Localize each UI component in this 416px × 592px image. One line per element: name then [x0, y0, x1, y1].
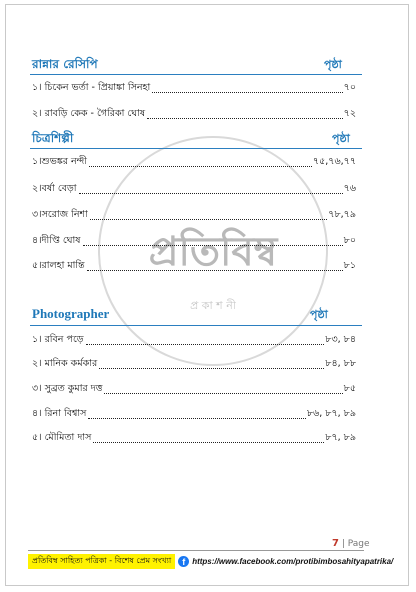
toc-row[interactable]	[32, 108, 356, 122]
footer-issue-name: - বিশেষ প্রেম সংখ্যা	[109, 555, 172, 565]
toc-entry-title: ৫। মৌমিতা দাস	[32, 432, 92, 443]
toc-entry-title: ৩।সরোজ নিশা	[32, 209, 88, 220]
toc-entry-title: ২।বর্ষা বেড়া	[32, 183, 77, 194]
footer-divider	[28, 550, 364, 551]
toc-entry-title: ২। রাবড়ি কেক - গৈরিকা ঘোষ	[32, 108, 146, 119]
page-word: | Page	[341, 539, 370, 549]
leader-dots	[79, 193, 343, 194]
photographer-page-label: পৃষ্ঠা	[310, 308, 328, 321]
recipe-rule	[30, 74, 362, 75]
toc-row[interactable]	[32, 260, 356, 274]
leader-dots	[147, 118, 342, 119]
toc-row[interactable]	[32, 209, 356, 223]
toc-row[interactable]	[32, 235, 356, 249]
toc-entry-pages: ৮৬, ৮৭, ৮৯	[306, 408, 356, 419]
page-number-value: 7	[332, 538, 339, 549]
toc-entry-title: ৪।দীপ্তি ঘোষ	[32, 235, 81, 246]
photographer-rule	[30, 325, 362, 326]
toc-entry-pages: ৮০	[343, 235, 356, 246]
artist-rule	[30, 148, 362, 149]
facebook-icon[interactable]: f	[178, 556, 189, 567]
leader-dots	[90, 219, 327, 220]
toc-row[interactable]	[32, 156, 356, 170]
toc-entry-title: ৩। সুব্রত কুমার দত্ত	[32, 383, 103, 394]
recipe-page-label: পৃষ্ঠা	[324, 58, 342, 71]
footer-magazine-name: প্রতিবিম্ব সাহিত্য পত্রিকা	[32, 555, 107, 565]
page-number	[332, 538, 370, 549]
leader-dots	[99, 368, 324, 369]
toc-entry-pages: ৮১	[343, 260, 356, 271]
artist-heading: চিত্রশিল্পী	[32, 131, 74, 145]
toc-row[interactable]	[32, 408, 356, 422]
leader-dots	[93, 442, 324, 443]
footer-bar	[28, 554, 393, 568]
leader-dots	[88, 418, 305, 419]
toc-entry-pages: ৭৫,৭৬,৭৭	[312, 156, 356, 167]
toc-entry-pages: ৭০	[343, 82, 356, 93]
toc-row[interactable]	[32, 183, 356, 197]
toc-entry-pages: ৮৫	[343, 383, 356, 394]
watermark-title: প্রতিবিম্ব	[148, 229, 278, 275]
photographer-heading: Photographer	[32, 306, 110, 321]
toc-entry-pages: ৮৩, ৮৪	[325, 334, 356, 345]
toc-row[interactable]	[32, 334, 356, 348]
leader-dots	[104, 393, 342, 394]
toc-entry-pages: ৮৭, ৮৯	[325, 432, 356, 443]
toc-row[interactable]	[32, 82, 356, 96]
leader-dots	[87, 270, 343, 271]
toc-entry-pages: ৭৮,৭৯	[328, 209, 356, 220]
toc-entry-title: ৫।রালহা মান্তি	[32, 260, 85, 271]
leader-dots	[152, 92, 342, 93]
toc-entry-pages: ৭২	[343, 108, 356, 119]
recipe-heading: রান্নার রেসিপি	[32, 57, 98, 71]
toc-entry-pages: ৭৬	[343, 183, 356, 194]
toc-row[interactable]	[32, 383, 356, 397]
toc-entry-title: ১। চিকেন ভর্তা - প্রিয়াঙ্কা সিনহা	[32, 82, 151, 93]
leader-dots	[89, 166, 312, 167]
artist-page-label: পৃষ্ঠা	[332, 132, 350, 145]
toc-entry-pages: ৮৪, ৮৮	[325, 358, 356, 369]
toc-entry-title: ২। মানিক কর্মকার	[32, 358, 98, 369]
leader-dots	[83, 245, 343, 246]
watermark-subtitle: প্র কা শ নী	[190, 299, 236, 312]
toc-entry-title: ৪। রিনা বিশ্বাস	[32, 408, 87, 419]
toc-row[interactable]	[32, 432, 356, 446]
toc-row[interactable]	[32, 358, 356, 372]
toc-entry-title: ১। রবিন পড়ে	[32, 334, 84, 345]
facebook-link[interactable]: https://www.facebook.com/protibimbosahityapatrika/	[192, 556, 394, 566]
footer-magazine-badge	[28, 554, 175, 569]
toc-entry-title: ১।শুভঙ্কর নন্দী	[32, 156, 88, 167]
leader-dots	[86, 344, 325, 345]
